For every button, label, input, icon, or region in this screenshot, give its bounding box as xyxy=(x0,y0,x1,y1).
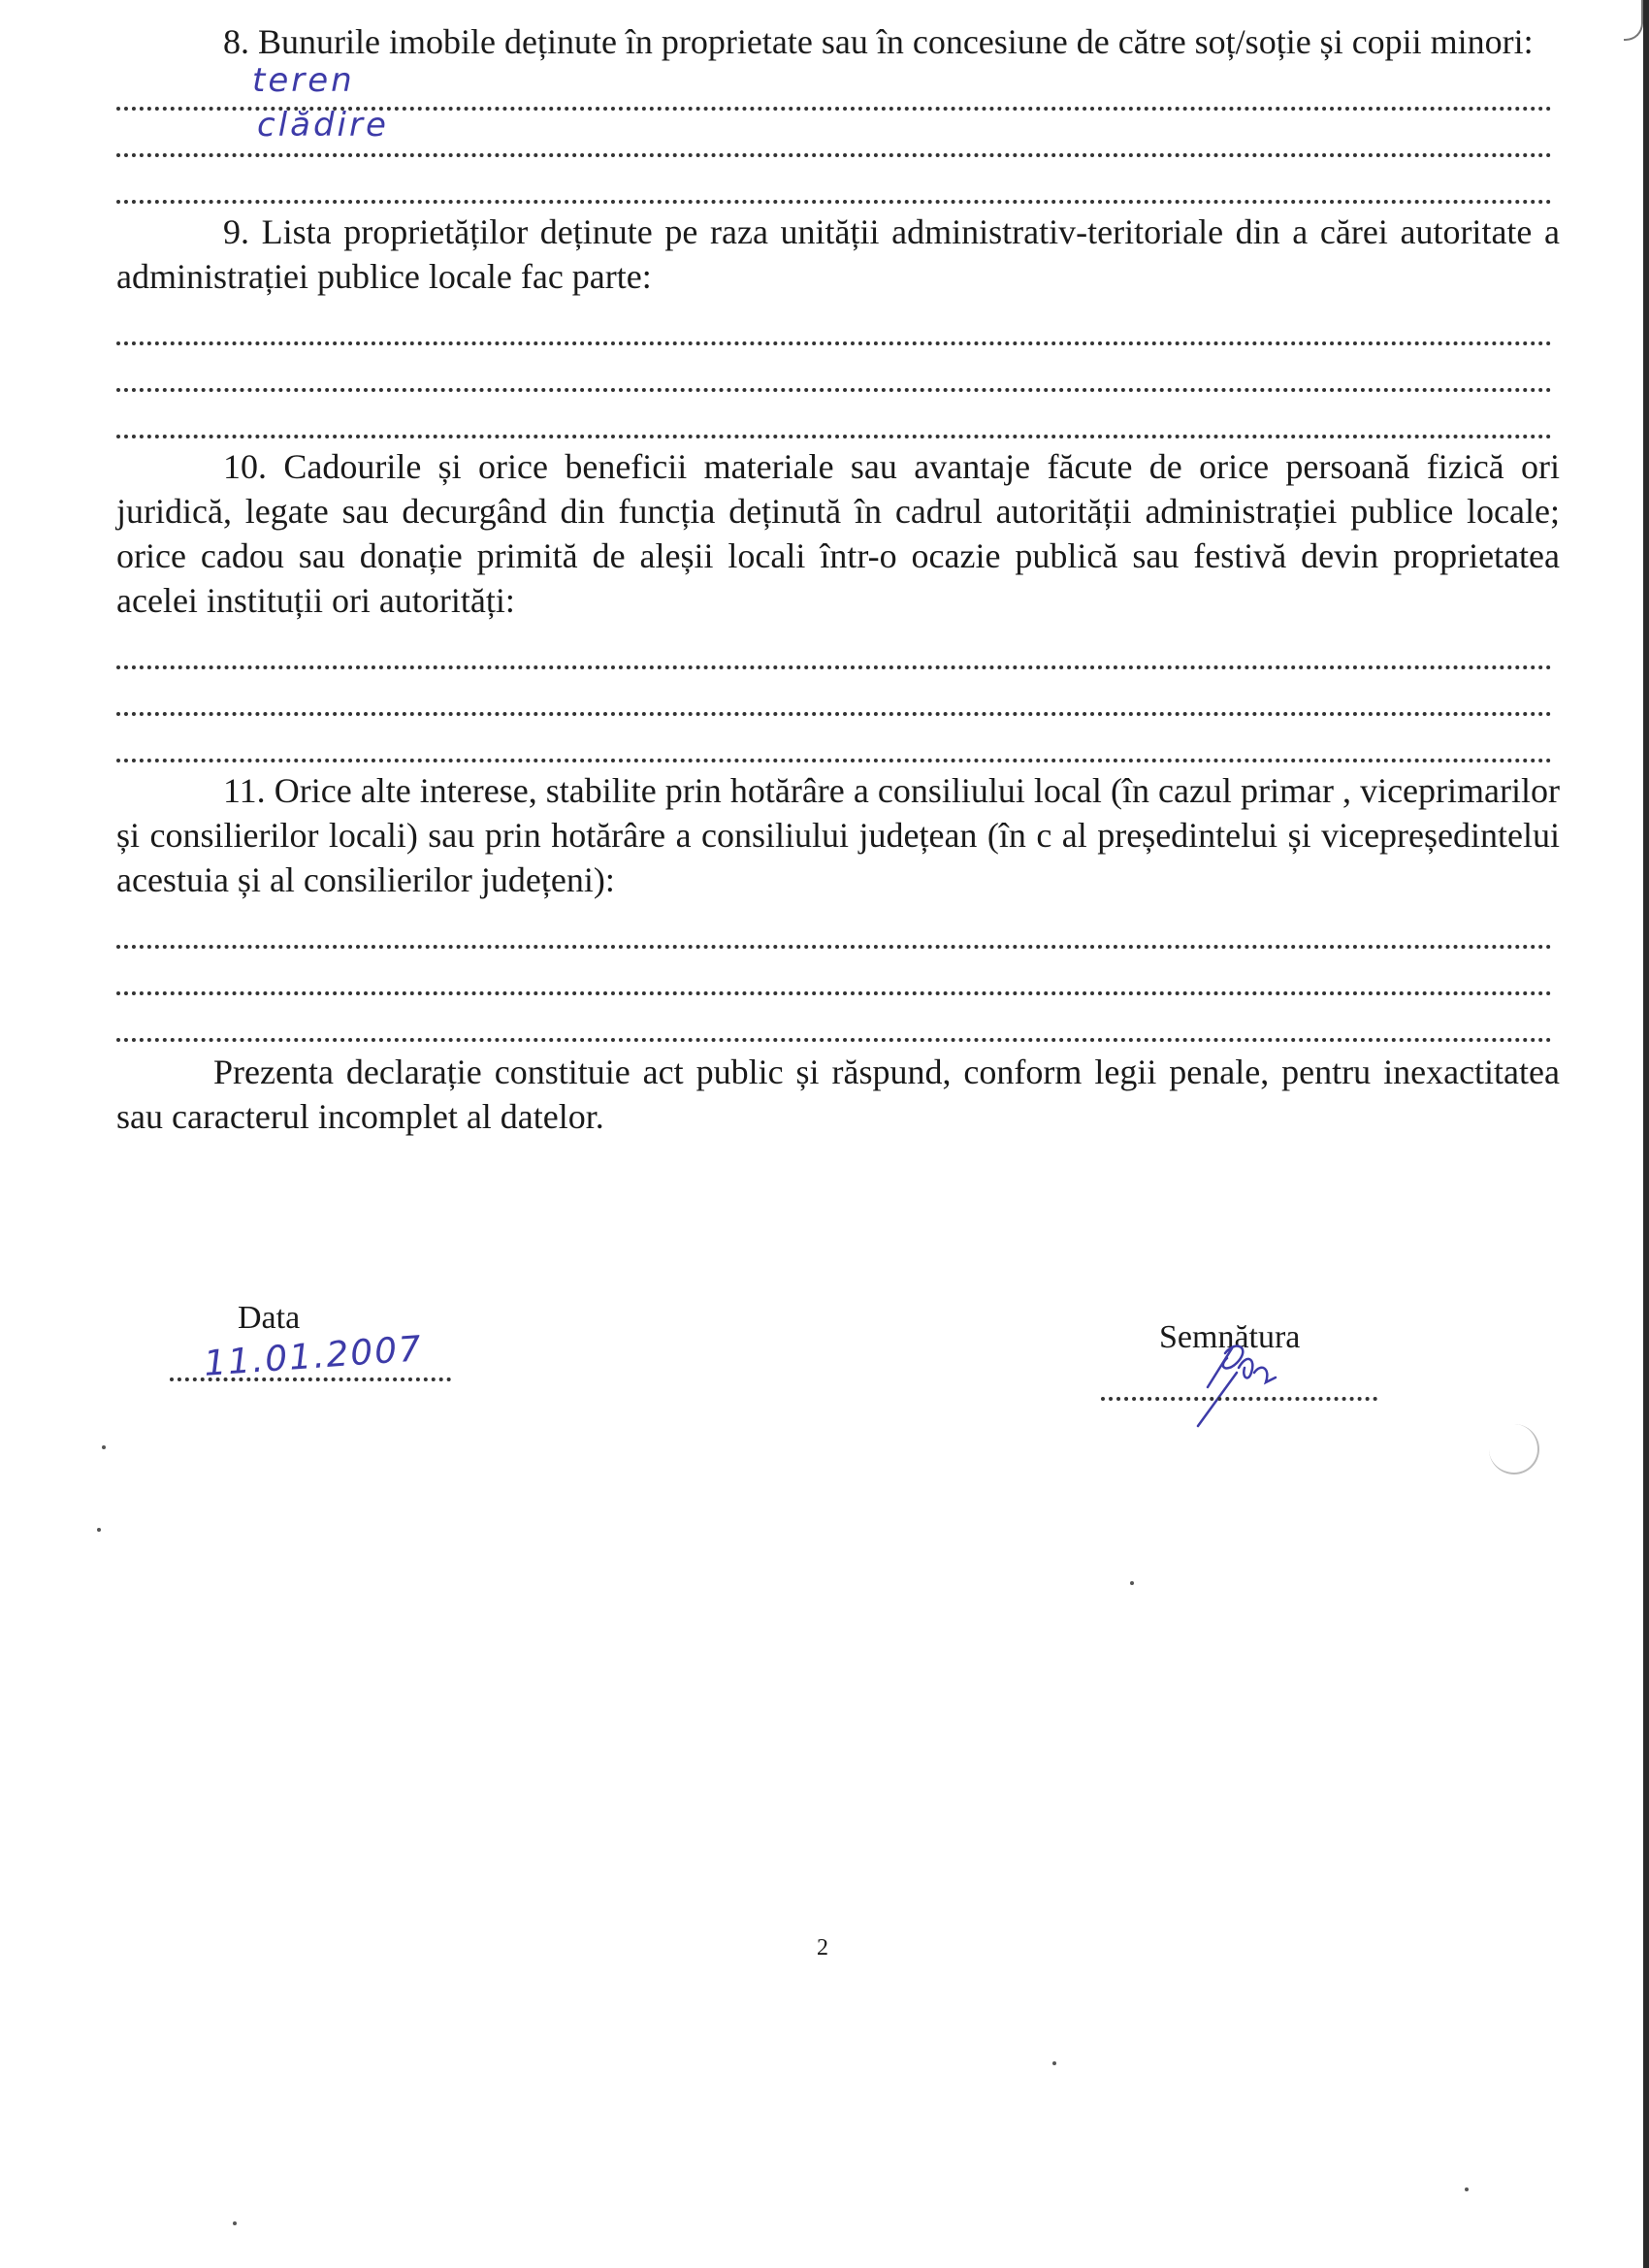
section-10 xyxy=(116,444,1560,762)
scan-speck xyxy=(1052,2061,1056,2065)
fill-line xyxy=(116,106,1552,157)
handwritten-signature xyxy=(1179,1329,1295,1436)
section-11-body: Orice alte interese, stabilite prin hotărâre a consiliului local (în cazul primar , viceprimarilor și consilierilor locali) sau prin hotărâre a consiliului județean (în c al președintelui și vicepreședintelui acestuia și al consilierilor județeni): xyxy=(116,771,1560,899)
section-8 xyxy=(116,19,1560,204)
scan-speck xyxy=(233,2221,237,2225)
fill-line xyxy=(116,345,1552,392)
section-9-text xyxy=(116,210,1560,299)
scan-speck xyxy=(1130,1581,1134,1585)
date-label: Data xyxy=(238,1300,301,1336)
date-line xyxy=(170,1377,451,1381)
handwritten-teren: teren xyxy=(252,61,355,100)
section-11-number: 11. xyxy=(223,771,266,810)
signature-block xyxy=(1101,1319,1392,1474)
section-10-body: Cadourile și orice beneficii materiale sau avantaje făcute de orice persoană fizică ori juridică, legate sau decurgând din funcția deținută în cadrul autorității administrației publice locale; orice cadou sau donație primită de aleșii locali într-o ocazie publică sau festivă devin proprietatea acelei instituții ori autorități: xyxy=(116,447,1560,620)
fill-line xyxy=(116,623,1552,669)
section-11-text xyxy=(116,768,1560,902)
fill-line xyxy=(116,716,1552,762)
section-9 xyxy=(116,210,1560,438)
fill-line xyxy=(116,299,1552,345)
scan-edge-notch xyxy=(1624,0,1643,41)
signature-area xyxy=(0,1300,1649,1494)
section-9-number: 9. xyxy=(223,212,249,251)
section-9-body: Lista proprietăților deținute pe raza unității administrativ-teritoriale din a cărei autoritate a administrației publice locale fac parte: xyxy=(116,212,1561,296)
date-value: 11.01.2007 xyxy=(202,1329,425,1384)
closing-statement: Prezenta declarație constituie act public și răspund, conform legii penale, pentru inexactitatea sau caracterul incomplet al datelor. xyxy=(116,1053,1560,1136)
section-8-body: Bunurile imobile deținute în proprietate sau în concesiune de către soț/soție și copii minori: xyxy=(258,22,1534,61)
section-11 xyxy=(116,768,1560,1042)
scan-speck xyxy=(1465,2187,1469,2191)
document-page xyxy=(116,19,1560,1174)
fill-line xyxy=(116,995,1552,1042)
page-number: 2 xyxy=(817,1935,828,1960)
fill-line xyxy=(116,949,1552,995)
fill-line xyxy=(116,157,1552,204)
signature-label: Semnătura xyxy=(1159,1319,1301,1355)
handwritten-cladire: clădire xyxy=(257,106,389,145)
section-10-text xyxy=(116,444,1560,623)
fill-line xyxy=(116,902,1552,949)
scan-speck xyxy=(97,1528,101,1532)
section-10-number: 10. xyxy=(223,447,267,486)
section-8-number: 8. xyxy=(223,22,249,61)
scan-edge xyxy=(1643,0,1649,2268)
scan-speck xyxy=(102,1445,106,1449)
signature-line xyxy=(1101,1397,1377,1401)
fill-line xyxy=(116,392,1552,438)
fill-line xyxy=(116,669,1552,716)
